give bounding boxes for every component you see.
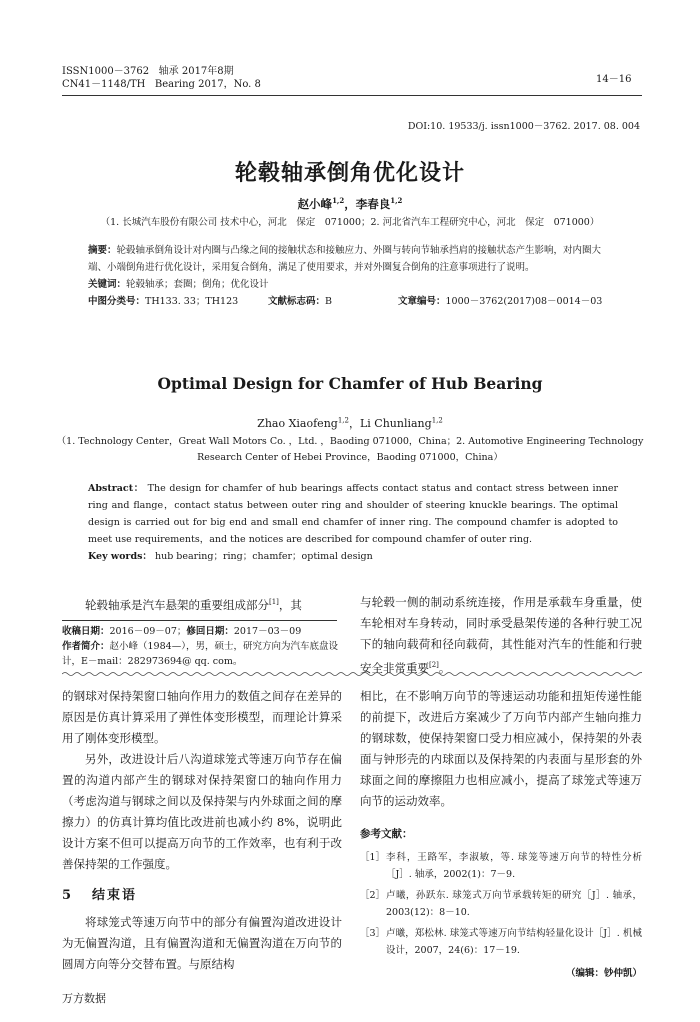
doi: DOI:10. 19533/j. issn1000－3762. 2017. 08. 004 — [407, 121, 640, 132]
intro-right: 与轮毂一侧的制动系统连接，作用是承载车身重量，使车轮相对车身转动，同时承受悬架传递的各种行驶工况下的轴向载荷和径向载荷，其性能对汽车的性能和行驶安全非常重要[2]。 — [360, 595, 642, 675]
header-issn: ISSN1000－3762 轴承 2017年8期 — [62, 66, 234, 77]
intro-left: 轮毂轴承是汽车悬架的重要组成部分[1]，其 — [85, 597, 302, 612]
reference-item: ［2］ 卢曦，孙跃东. 球笼式万向节承载转矩的研究［J］. 轴承，2003(12)：8－10. — [360, 890, 642, 918]
footnote-rule — [62, 620, 337, 621]
paragraph: 相比，在不影响万向节的等速运动功能和扭矩传递性能的前提下，改进后方案减少了万向节内部产生轴向推力的钢球数，使保持架窗口受力相应减小，保持架的外表面与钟形壳的内球面以及保持架的内表面与星形套的外球面之间的摩擦阻力也相应减小，提高了球笼式等速万向节的运动效率。 — [360, 689, 642, 808]
abstract-en: Abstract： The design for chamfer of hub bearings affects contact status and contact stress between inner ring and flange，contact status between outer ring and shoulder of steering knuckle bearings. The optimal design is carried out for big end and small end chamfer of inner ring. The compound chamfer is adopted to meet use requirements，and the notices are described for compound chamfer of outer ring. Key words： hub bearing；ring；chamfer；optimal design — [88, 480, 618, 565]
paragraph: 将球笼式等速万向节中的部分有偏置沟道改进设计为无偏置沟道，且有偏置沟道和无偏置沟道在万向节的圆周方向等分交替布置。与原结构 — [62, 915, 342, 971]
affiliation-cn: （1. 长城汽车股份有限公司 技术中心，河北 保定 071000；2. 河北省汽车工程研究中心，河北 保定 071000） — [100, 217, 600, 228]
footer-watermark: 万方数据 — [62, 992, 106, 1005]
header-rule — [62, 95, 642, 96]
paragraph: 的钢球对保持架窗口轴向作用力的数值之间存在差异的原因是仿真计算采用了弹性体变形模型，而理论计算采用了刚体变形模型。 — [62, 689, 342, 745]
affiliation-en-2: Research Center of Hebei Province，Baoding 071000，China） — [197, 452, 503, 463]
paragraph: 另外，改进设计后八沟道球笼式等速万向节存在偏置的沟道内部产生的钢球对保持架窗口的轴向作用力（考虑沟道与钢球之间以及保持架与内外球面之间的摩擦力）的仿真计算均值比改进前也减小约 8%，说明此设计方案不但可以提高万向节的工作效率，也有利于改善保持架的工作强度。 — [62, 752, 342, 871]
keywords-en: Key words： hub bearing；ring；chamfer；optimal design — [88, 551, 373, 562]
references-list — [360, 849, 642, 959]
section-heading: 5 结束语 — [62, 888, 138, 903]
header-pages: 14－16 — [596, 74, 632, 85]
references-title: 参考文献： — [360, 828, 413, 840]
wave-separator — [62, 671, 642, 677]
editor-note: （编辑：钞仲凯） — [565, 968, 642, 979]
authors-cn: 赵小峰$^{1,2}$，李春良$^{1,2}$ — [297, 196, 403, 211]
abstract-cn: 摘要：轮毂轴承倒角设计对内圈与凸缘之间的接触状态和接触应力、外圈与转向节轴承挡肩的接触状态产生影响，对内圈大端、小端倒角进行优化设计，采用复合倒角，满足了使用要求，并对外圈复合倒角的注意事项进行了说明。 关键词：轮毂轴承；套圈；倒角；优化设计 中图分类号：TH133. 33；TH123 文献标志码：B 文章编号：1000－3762(2017)08－0014－03 — [88, 242, 618, 310]
lower-left-column — [62, 686, 342, 975]
keywords-cn: 关键词：轮毂轴承；套圈；倒角；优化设计 — [88, 279, 269, 290]
header-journal-cn: 轴承 2017年8期 — [158, 66, 234, 77]
received-dates: 收稿日期：2016－09－07；修回日期：2017－03－09 — [62, 626, 302, 637]
title-cn: 轮毂轴承倒角优化设计 — [234, 160, 465, 186]
author-bio: 作者简介：赵小峰（1984—），男，硕士，研究方向为汽车底盘设计，E－mail：282973694@ qq. com。 — [62, 641, 338, 667]
classification-row: 中图分类号：TH133. 33；TH123 文献标志码：B 文章编号：1000－3762(2017)08－0014－03 — [88, 296, 603, 307]
affiliation-en-1: （1. Technology Center，Great Wall Motors Co. ，Ltd. ，Baoding 071000，China；2. Automotive Engineering Technology — [56, 436, 644, 447]
lower-right-column — [360, 686, 642, 984]
footnote — [62, 624, 342, 669]
reference-item: ［3］ 卢曦，郑松林. 球笼式等速万向节结构轻量化设计［J］. 机械设计，2007，24(6)：17－19. — [360, 928, 642, 956]
authors-en: Zhao Xiaofeng$^{1,2}$，Li Chunliang$^{1,2}$ — [257, 416, 443, 430]
header-journal-en: Bearing 2017，No. 8 — [154, 79, 261, 90]
header-cn: CN41－1148/TH Bearing 2017，No. 8 — [62, 79, 261, 90]
reference-item: ［1］ 李科，王路军，李淑敏，等. 球笼等速万向节的特性分析［J］. 轴承，2002(1)：7－9. — [360, 852, 642, 880]
title-en: Optimal Design for Chamfer of Hub Bearing — [157, 374, 543, 393]
